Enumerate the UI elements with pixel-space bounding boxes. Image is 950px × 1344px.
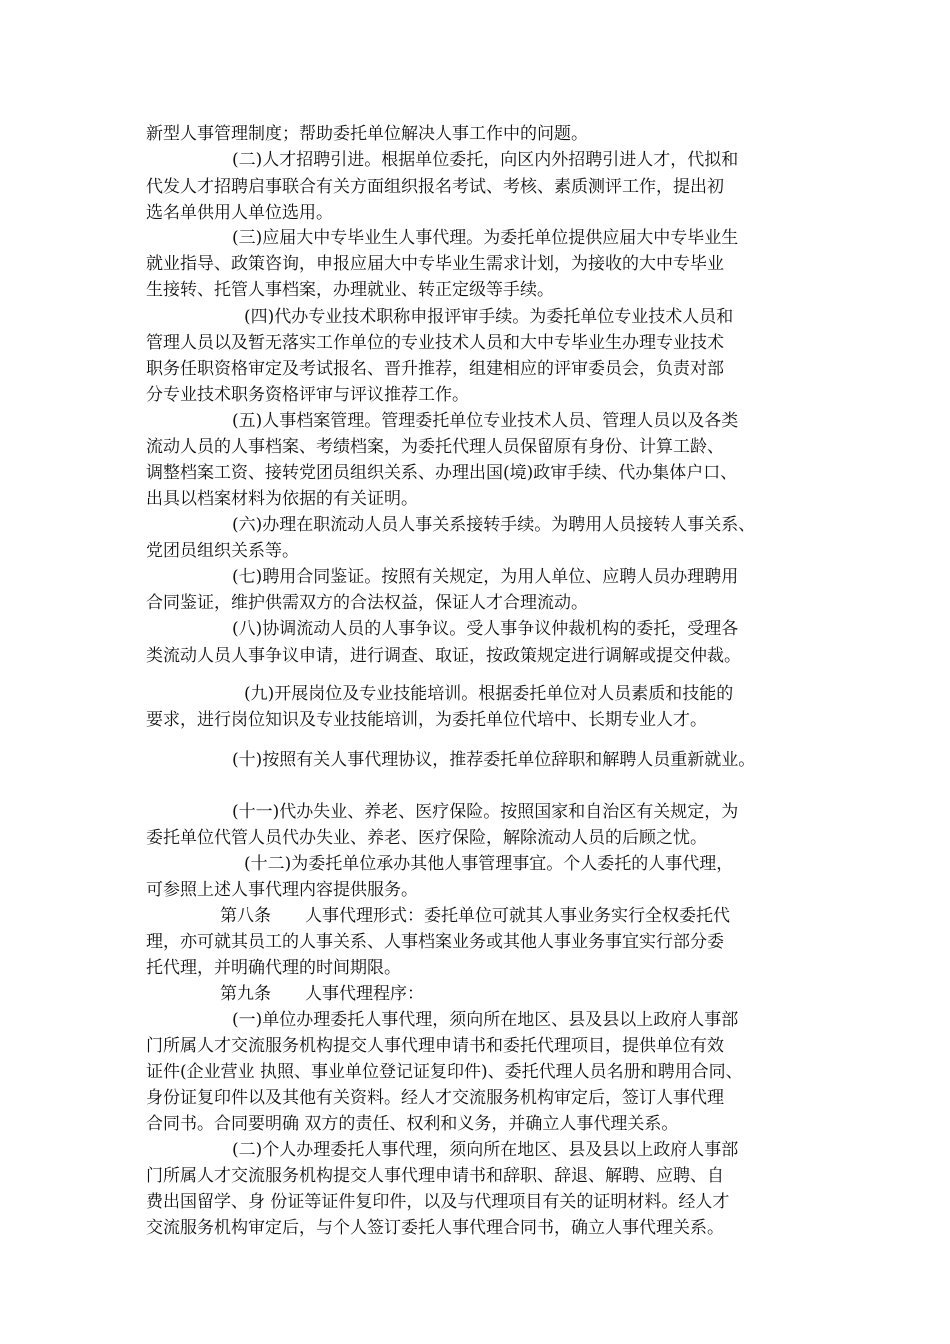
text-line: (一)单位办理委托人事代理，须向所在地区、县及县以上政府人事部 xyxy=(232,1010,739,1030)
text-line: 出具以档案材料为依据的有关证明。 xyxy=(146,489,418,509)
text-line: (十二)为委托单位承办其他人事管理事宜。个人委托的人事代理， xyxy=(244,854,734,874)
text-line: 托代理，并明确代理的时间期限。 xyxy=(146,958,401,978)
text-line: 选名单供用人单位选用。 xyxy=(146,203,333,223)
text-line: 交流服务机构审定后，与个人签订委托人事代理合同书，确立人事代理关系。 xyxy=(146,1218,724,1238)
text-line: 要求，进行岗位知识及专业技能培训，为委托单位代培中、长期专业人才。 xyxy=(146,710,707,730)
text-line: 流动人员的人事档案、考绩档案，为委托代理人员保留原有身份、计算工龄、 xyxy=(146,437,724,457)
text-line: (八)协调流动人员的人事争议。受人事争议仲裁机构的委托，受理各 xyxy=(232,619,739,639)
text-line: 党团员组织关系等。 xyxy=(146,541,299,561)
text-line: 第九条 人事代理程序： xyxy=(220,984,424,1004)
text-line: (七)聘用合同鉴证。按照有关规定，为用人单位、应聘人员办理聘用 xyxy=(232,567,739,587)
text-line: 合同书。合同要明确 双方的责任、权利和义务，并确立人事代理关系。 xyxy=(146,1114,679,1134)
text-line: (十)按照有关人事代理协议，推荐委托单位辞职和解聘人员重新就业。 xyxy=(232,750,756,770)
text-line: (三)应届大中专毕业生人事代理。为委托单位提供应届大中专毕业生 xyxy=(232,228,739,248)
text-line: 代发人才招聘启事联合有关方面组织报名考试、考核、素质测评工作，提出初 xyxy=(146,177,724,197)
text-line: (二)个人办理委托人事代理，须向所在地区、县及县以上政府人事部 xyxy=(232,1140,739,1160)
text-line: (十一)代办失业、养老、医疗保险。按照国家和自治区有关规定，为 xyxy=(232,802,739,822)
text-line: 生接转、托管人事档案，办理就业、转正定级等手续。 xyxy=(146,280,554,300)
text-line: 分专业技术职务资格评审与评议推荐工作。 xyxy=(146,385,469,405)
text-line: 理，亦可就其员工的人事关系、人事档案业务或其他人事业务事宜实行部分委 xyxy=(146,932,724,952)
text-line: (五)人事档案管理。管理委托单位专业技术人员、管理人员以及各类 xyxy=(232,411,739,431)
text-line: 委托单位代管人员代办失业、养老、医疗保险，解除流动人员的后顾之忧。 xyxy=(146,828,707,848)
text-line: 新型人事管理制度；帮助委托单位解决人事工作中的问题。 xyxy=(146,124,588,144)
text-line: 职务任职资格审定及考试报名、晋升推荐，组建相应的评审委员会，负责对部 xyxy=(146,359,724,379)
text-line: 调整档案工资、接转党团员组织关系、办理出国(境)政审手续、代办集体户口、 xyxy=(146,463,738,483)
text-line: (九)开展岗位及专业技能培训。根据委托单位对人员素质和技能的 xyxy=(244,684,734,704)
text-line: 就业指导、政策咨询，申报应届大中专毕业生需求计划，为接收的大中专毕业 xyxy=(146,254,724,274)
text-line: (四)代办专业技术职称申报评审手续。为委托单位专业技术人员和 xyxy=(244,307,734,327)
text-line: 可参照上述人事代理内容提供服务。 xyxy=(146,880,418,900)
text-line: 证件(企业营业 执照、事业单位登记证复印件)、委托代理人员名册和聘用合同、 xyxy=(146,1062,743,1082)
text-line: 管理人员以及暂无落实工作单位的专业技术人员和大中专毕业生办理专业技术 xyxy=(146,333,724,353)
text-line: 第八条 人事代理形式：委托单位可就其人事业务实行全权委托代 xyxy=(220,906,730,926)
text-line: 身份证复印件以及其他有关资料。经人才交流服务机构审定后，签订人事代理 xyxy=(146,1088,724,1108)
text-line: 费出国留学、身 份证等证件复印件，以及与代理项目有关的证明材料。经人才 xyxy=(146,1192,730,1212)
text-line: 门所属人才交流服务机构提交人事代理申请书和委托代理项目，提供单位有效 xyxy=(146,1036,724,1056)
text-line: 类流动人员人事争议申请，进行调查、取证，按政策规定进行调解或提交仲裁。 xyxy=(146,646,741,666)
text-line: 合同鉴证，维护供需双方的合法权益，保证人才合理流动。 xyxy=(146,593,588,613)
text-line: (二)人才招聘引进。根据单位委托，向区内外招聘引进人才，代拟和 xyxy=(232,150,739,170)
text-line: 门所属人才交流服务机构提交人事代理申请书和辞职、辞退、解聘、应聘、自 xyxy=(146,1166,724,1186)
text-line: (六)办理在职流动人员人事关系接转手续。为聘用人员接转人事关系、 xyxy=(232,515,756,535)
